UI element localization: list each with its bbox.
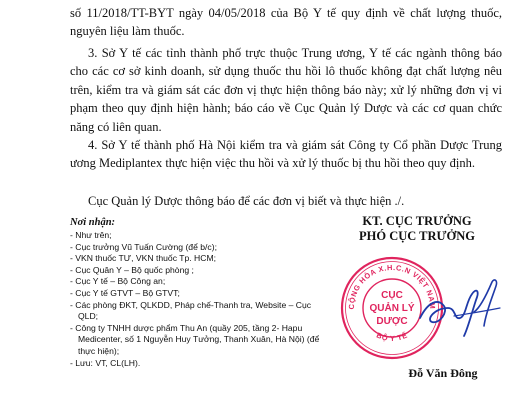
signer-title-2: PHÓ CỤC TRƯỞNG	[359, 229, 475, 243]
signer-title-1: KT. CỤC TRƯỞNG	[362, 214, 472, 228]
signer-name: Đỗ Văn Đông	[408, 366, 478, 380]
recipient-item: - Lưu: VT, CL(LH).	[70, 357, 141, 368]
recipient-item: - Cục Quân Y – Bộ quốc phòng ;	[70, 264, 194, 275]
svg-text:CỘNG HÒA X.H.C.N VIỆT NAM: CỘNG HÒA X.H.C.N VIỆT NAM	[346, 262, 438, 310]
recipient-item: - Công ty TNHH dược phẩm Thu An (quầy 205, tầng 2- Hapu Medicenter, số 1 Nguyễn Huy Tưởng, Thanh Xuân, Hà Nội) (để thực hiện);	[70, 322, 320, 356]
svg-text:DƯỢC: DƯỢC	[376, 316, 408, 327]
paragraph-4: 4. Sở Y tế thành phố Hà Nội kiểm tra và giám sát Công ty Cổ phần Dược Trung ương Mediplantex thực hiện việc thu hồi và xử lý thuốc bị thu hồi theo quy định.	[70, 138, 502, 171]
svg-text:CỤC: CỤC	[381, 290, 403, 301]
recipient-item: - Như trên;	[70, 230, 112, 240]
svg-text:QUẢN LÝ: QUẢN LÝ	[369, 303, 415, 314]
paragraph-3: 3. Sở Y tế các tỉnh thành phố trực thuộc Trung ương, Y tế các ngành thông báo cho các cơ sở kinh doanh, sử dụng thuốc thu hồi lô thuốc không đạt chất lượng nêu trên, kiểm tra và giám sát các đơn vị thực hiện thông báo này; xử lý những đơn vị vi phạm theo quy định hiện hành; báo cáo về Cục Quản lý Dược và các cơ quan chức năng có liên quan.	[70, 46, 502, 134]
handwritten-signature	[414, 272, 510, 342]
svg-text:BỘ Y TẾ: BỘ Y TẾ	[375, 330, 409, 343]
recipient-item: - Cục Y tế GTVT – Bộ GTVT;	[70, 287, 180, 298]
closing-paragraph: Cục Quản lý Dược thông báo để các đơn vị biết và thực hiện ./.	[88, 194, 405, 208]
recipients-block	[70, 216, 320, 369]
recipient-item: - VKN thuốc TƯ, VKN thuốc Tp. HCM;	[70, 253, 217, 264]
paragraph-continuation: số 11/2018/TT-BYT ngày 04/05/2018 của Bộ Y tế quy định về chất lượng thuốc, nguyên liệu làm thuốc.	[70, 6, 502, 39]
recipients-list	[70, 230, 320, 369]
recipients-title: Nơi nhận:	[70, 217, 116, 228]
recipient-item: - Cục trưởng Vũ Tuấn Cường (để b/c);	[70, 241, 217, 252]
recipient-item: - Cục Y tế – Bộ Công an;	[70, 276, 166, 287]
signature-block	[322, 214, 512, 394]
recipient-item: - Các phòng ĐKT, QLKDD, Pháp chế-Thanh tra, Website – Cục QLD;	[70, 299, 312, 322]
